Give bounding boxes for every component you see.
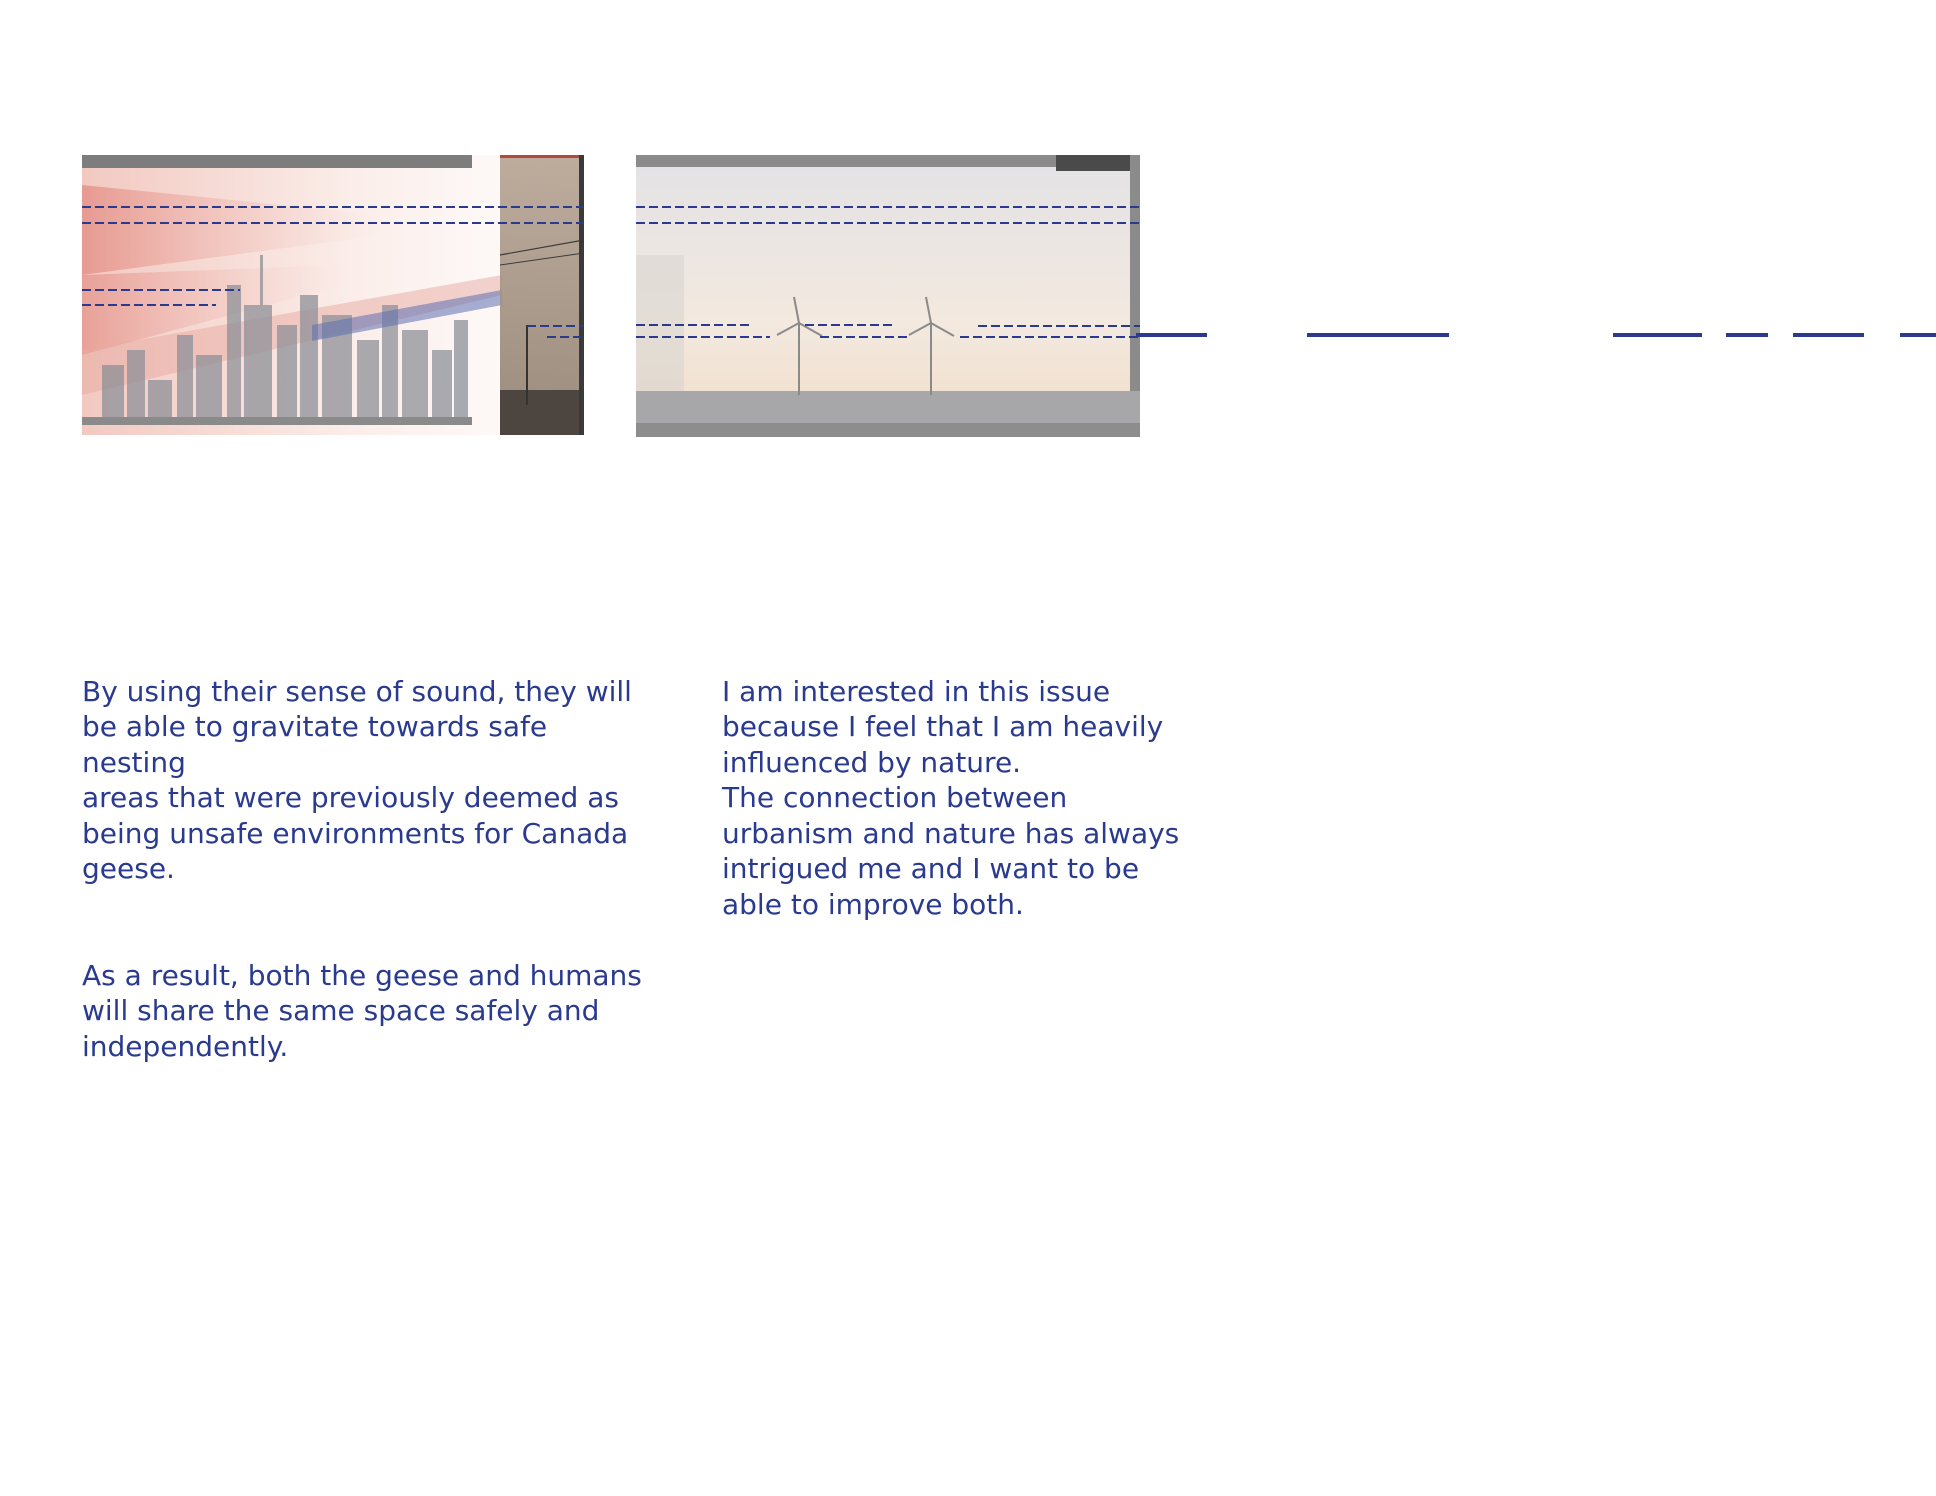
windfarm-panel xyxy=(636,155,1140,437)
left-text-column xyxy=(82,638,642,1100)
left-paragraph-1: By using their sense of sound, they will be able to gravitate towards safe nesting areas that were previously deemed as being unsafe environments for Canada geese. xyxy=(82,674,632,885)
right-text-column xyxy=(722,638,1202,958)
left-paragraph-2: As a result, both the geese and humans will share the same space safely and independently. xyxy=(82,958,642,1063)
city-skyline-collage-image xyxy=(82,155,584,435)
city-collage-panel xyxy=(82,155,584,435)
right-paragraph: I am interested in this issue because I feel that I am heavily influenced by nature. The connection between urbanism and nature has always intrigued me and I want to be able to improve both. xyxy=(722,674,1180,921)
wind-turbines-landscape-image xyxy=(636,155,1140,437)
